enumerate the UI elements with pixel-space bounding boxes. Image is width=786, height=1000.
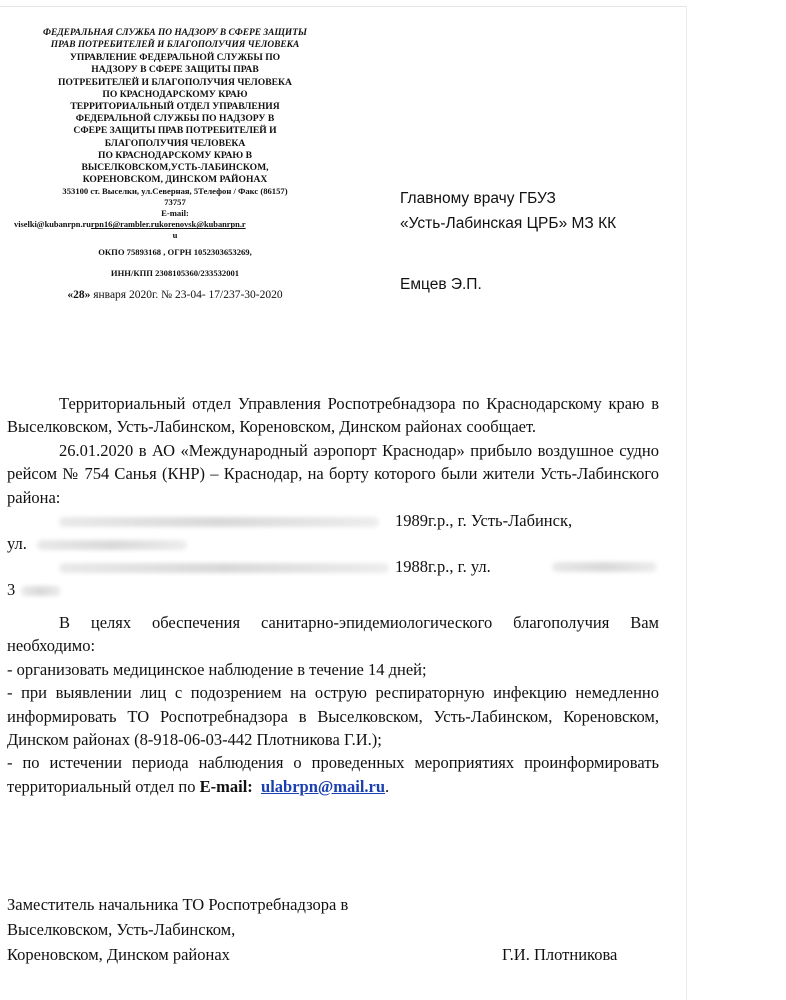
dept-line: ФЕДЕРАЛЬНОЙ СЛУЖБЫ ПО НАДЗОРУ В [75,113,275,125]
redacted-person-2-street [7,578,659,601]
dept-line: УПРАВЛЕНИЕ ФЕДЕРАЛЬНОЙ СЛУЖБЫ ПО [69,52,281,64]
dept-line: СФЕРЕ ЗАЩИТЫ ПРАВ ПОТРЕБИТЕЛЕЙ И [73,125,277,137]
report-email-link[interactable]: ulabrpn@mail.ru [261,776,386,796]
postal-address: 353100 ст. Выселки, ул.Северная, 5Телефон / Факс (86157) [62,186,288,197]
person-2-birth-city: 1988г.р., г. ул. [395,557,491,577]
ref-day: «28» [67,289,91,302]
dept-line: БЛАГОПОЛУЧИЯ ЧЕЛОВЕКА [104,137,246,149]
list-item-observation: - организовать медицинское наблюдение в течение 14 дней; [7,659,427,679]
email-tail: u [172,230,178,241]
redaction-blur [21,586,61,596]
signature-line-2: Выселковском, Усть-Лабинском, [7,920,236,939]
addressee-name: Емцев Э.П. [400,276,482,293]
dept-line: ВЫСЕЛКОВСКОМ,УСТЬ-ЛАБИНСКОМ, [81,162,269,174]
redacted-person-1 [7,509,659,532]
report-end: . [385,776,390,796]
letter-body [7,392,659,798]
dept-line: КОРЕНОВСКОМ, ДИНСКОМ РАЙОНАХ [82,174,268,186]
redacted-person-1-street [7,532,659,555]
dept-line: ПО КРАСНОДАРСКОМУ КРАЮ [102,88,248,100]
paragraph-flight: 26.01.2020 в АО «Международный аэропорт Краснодар» прибыло воздушное судно рейсом № 754 Санья (КНР) – Краснодар, на борту которого были жители Усть-Лабинского района: [7,440,659,507]
dept-line: ТЕРРИТОРИАЛЬНЫЙ ОТДЕЛ УПРАВЛЕНИЯ [70,101,280,112]
redaction-blur [37,540,187,550]
dept-line: ПО КРАСНОДАРСКОМУ КРАЮ В [98,149,252,161]
redaction-blur [59,517,379,527]
street-number-prefix: 3 [7,580,16,600]
paragraph-intro: Территориальный отдел Управления Роспотребнадзора по Краснодарскому краю в Выселковском, Усть-Лабинском, Кореновском, Динском районах сообщает. [7,394,659,437]
street-prefix: ул. [7,534,27,554]
paragraph-requirement: В целях обеспечения санитарно-эпидемиологического благополучия Вам необходимо: [7,613,659,656]
document-reference [14,289,336,301]
inn-kpp: ИНН/КПП 2308105360/233532001 [110,268,240,279]
agency-name [14,28,336,51]
signature-block [7,892,647,967]
email-2[interactable]: rpn16@rambler.rukorenovsk@kubanrpn.r [90,220,246,230]
signer-name: Г.И. Плотникова [502,945,618,964]
list-item-inform: - при выявлении лиц с подозрением на острую респираторную инфекцию немедленно информировать ТО Роспотребнадзора в Выселковском, Усть-Лабинском, Кореновском, Динском районах (8-918-06-03-442 Плотникова Г.И.); [7,683,659,750]
redaction-blur [552,562,657,572]
phone-number: 73757 [164,197,186,208]
list-item-report [7,751,659,798]
dept-line: ПОТРЕБИТЕЛЕЙ И БЛАГОПОЛУЧИЯ ЧЕЛОВЕКА [58,76,292,88]
department-name [14,52,336,186]
agency-line-1: ФЕДЕРАЛЬНАЯ СЛУЖБА ПО НАДЗОРУ В СФЕРЕ ЗАЩИТЫ [42,28,308,38]
dept-line: НАДЗОРУ В СФЕРЕ ЗАЩИТЫ ПРАВ [91,64,259,76]
report-email-label: E-mail: [199,776,253,796]
addressee-block [400,186,616,297]
agency-line-2: ПРАВ ПОТРЕБИТЕЛЕЙ И БЛАГОПОЛУЧИЯ ЧЕЛОВЕКА [50,39,300,50]
person-1-birth-city: 1989г.р., г. Усть-Лабинск, [395,511,573,531]
redacted-person-2 [7,555,659,578]
signature-line-1: Заместитель начальника ТО Роспотребнадзора в [7,895,349,914]
addressee-line-2: «Усть-Лабинская ЦРБ» МЗ КК [400,215,617,232]
page-top-border [0,6,686,7]
registration-codes [14,247,336,279]
addressee-line-1: Главному врачу ГБУЗ [400,190,556,207]
email-addresses [14,219,336,230]
redaction-blur [59,563,389,573]
page-right-border [686,6,687,1000]
okpo-ogrn: ОКПО 75893168 , ОГРН 1052303653269, [98,247,252,258]
email-1[interactable]: viselki@kubanrpn.ru [14,220,91,230]
letterhead [14,28,336,302]
signature-line-3: Кореновском, Динском районах [7,945,230,964]
report-text: - по истечении периода наблюдения о проведенных мероприятиях проинформировать территориальный отдел по [7,753,659,796]
email-label: E-mail: [161,208,189,219]
ref-date-number: января 2020г. № 23-04- 17/237-30-2020 [90,289,283,302]
